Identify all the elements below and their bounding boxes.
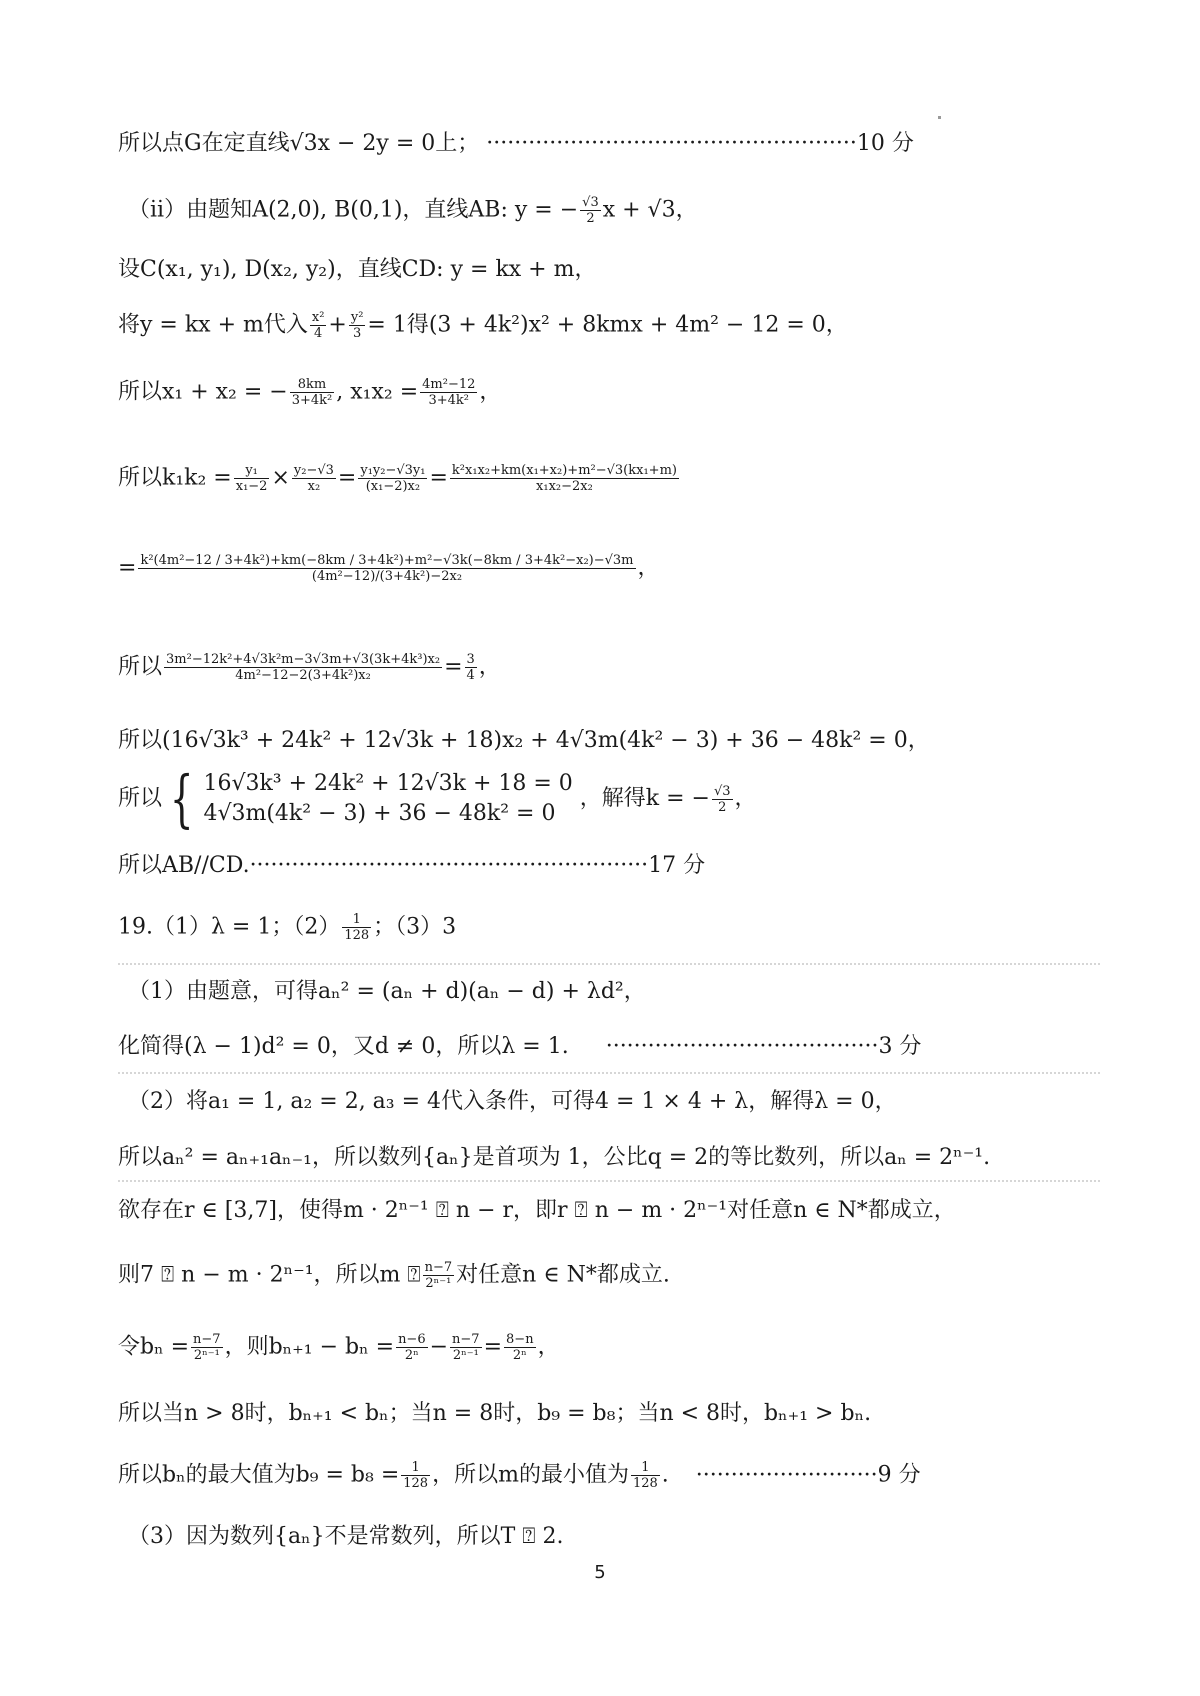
fraction [712, 784, 733, 815]
fraction [450, 463, 679, 494]
numerator: 3m²−12k²+4√3k²m−3√3m+√3(3k+4k³)x₂ [166, 652, 441, 667]
leader-dots: ························································· [249, 853, 649, 878]
equation-system [118, 762, 573, 835]
solution-line-17: 欲存在r ∈ [3,7]，使得m · 2ⁿ⁻¹ ⍰ n − r，即r ⍰ n − m · 2ⁿ⁻¹对任意n ∈ N*都成立， [118, 1198, 956, 1223]
score-marker: 9 分 [877, 1462, 921, 1488]
operator: = [444, 654, 463, 680]
line-text: 所以bₙ的最大值为b₉ = b₈ = [118, 1462, 400, 1488]
operator: = [483, 1334, 503, 1360]
fraction [234, 463, 270, 494]
numerator: 3 [466, 652, 475, 667]
denominator: 2ⁿ⁻¹ [193, 1348, 220, 1363]
numerator: k²x₁x₂+km(x₁+x₂)+m²−√3(kx₁+m) [451, 463, 677, 478]
line-text: 将y = kx + m代入 [118, 312, 308, 338]
line-text: 所以x₁ + x₂ = − [118, 379, 288, 405]
operator: = [429, 465, 448, 491]
denominator: 2ⁿ⁻¹ [452, 1348, 479, 1363]
numerator: n−6 [398, 1332, 426, 1347]
solution-line-21 [118, 1460, 921, 1491]
fraction [465, 652, 477, 683]
page-number: 5 [594, 1562, 606, 1583]
line-text: ，则bₙ₊₁ − bₙ = [224, 1334, 395, 1360]
fraction [310, 310, 327, 341]
denominator: 128 [403, 1476, 429, 1491]
denominator: 2ⁿ [404, 1348, 419, 1363]
fraction [342, 912, 371, 943]
solution-line-15: （2）将a₁ = 1, a₂ = 2, a₃ = 4代入条件，可得4 = 1 × 4 + λ，解得λ = 0， [128, 1089, 897, 1114]
fraction [504, 1332, 536, 1363]
system-rows [203, 769, 572, 829]
score-marker: 10 分 [856, 131, 914, 156]
fraction [580, 195, 601, 226]
punctuation: ， [637, 555, 660, 581]
fraction [349, 310, 366, 341]
line-text: （ii）由题知A(2,0), B(0,1)，直线AB: y = − [128, 197, 579, 223]
line-text: ，所以m的最小值为 [432, 1462, 629, 1488]
solution-line-20: 所以当n > 8时，bₙ₊₁ < bₙ；当n = 8时，b₉ = b₈；当n < 8时，bₙ₊₁ > bₙ. [118, 1401, 872, 1426]
numerator: k²(4m²−12 / 3+4k²)+km(−8km / 3+4k²)+m²−√3k(−8km / 3+4k²−x₂)−√3m [140, 553, 634, 568]
line-text: 所以k₁k₂ = [118, 465, 232, 491]
fraction [191, 1332, 223, 1363]
line-text: 化简得(λ − 1)d² = 0，又d ≠ 0，所以λ = 1. [118, 1034, 569, 1059]
leader-dots: ······································· [605, 1034, 879, 1059]
numerator: y₁ [234, 463, 270, 479]
numerator: 8km [290, 377, 335, 393]
line-text: 令bₙ = [118, 1334, 190, 1360]
left-brace: { [169, 762, 194, 835]
denominator: 2 [718, 799, 727, 815]
leader-dots: ·························· [695, 1462, 878, 1488]
numerator: √3 [582, 195, 599, 210]
solution-line-19 [118, 1332, 560, 1363]
numerator: 4m²−12 [422, 377, 476, 392]
line-text: 对任意n ∈ N*都成立. [456, 1262, 670, 1288]
answer-summary-19 [118, 912, 456, 943]
solution-line-1 [118, 130, 914, 158]
denominator: x₁x₂−2x₂ [536, 479, 593, 494]
numerator: n−7 [424, 1260, 453, 1275]
numerator: 1 [631, 1460, 660, 1476]
denominator: 128 [344, 928, 370, 943]
fraction [631, 1460, 660, 1491]
system-row-2: 4√3m(4k² − 3) + 36 − 48k² = 0 [203, 801, 556, 826]
solution-line-16: 所以aₙ² = aₙ₊₁aₙ₋₁，所以数列{aₙ}是首项为 1，公比q = 2的等比数列，所以aₙ = 2ⁿ⁻¹. [118, 1145, 991, 1170]
system-row-1: 16√3k³ + 24k² + 12√3k + 18 = 0 [203, 771, 573, 796]
solution-line-4 [118, 310, 848, 341]
solution-line-11 [118, 852, 705, 880]
fraction [420, 377, 477, 408]
numerator: 1 [401, 1460, 430, 1476]
scan-speck [938, 116, 941, 119]
numerator: n−7 [452, 1332, 480, 1347]
leader-dots: ····················································· [486, 131, 857, 156]
solution-line-2 [128, 195, 698, 226]
score-marker: 3 分 [878, 1034, 922, 1059]
denominator: 2ⁿ⁻¹ [425, 1276, 452, 1291]
denominator: (4m²−12)/(3+4k²)−2x₂ [311, 569, 463, 584]
solution-line-9: 所以(16√3k³ + 24k² + 12√3k + 18)x₂ + 4√3m(4k² − 3) + 36 − 48k² = 0， [118, 728, 930, 753]
numerator: 8−n [506, 1332, 534, 1347]
solution-line-8 [118, 652, 501, 683]
fraction [358, 463, 427, 494]
line-text: 所以AB//CD. [118, 853, 250, 878]
punctuation: ， [478, 654, 501, 680]
line-text: ，解得k = − [579, 786, 710, 811]
fraction [292, 463, 336, 494]
fraction [138, 553, 635, 584]
denominator: 3+4k² [428, 393, 470, 408]
solution-line-6 [118, 463, 681, 494]
solution-line-7 [118, 553, 660, 584]
operator: + [328, 312, 347, 338]
fraction [290, 377, 335, 408]
numerator: y² [350, 310, 364, 325]
denominator: 2ⁿ [512, 1348, 527, 1363]
fraction [450, 1332, 482, 1363]
solution-line-10 [118, 762, 757, 835]
score-marker: 17 分 [648, 853, 706, 878]
line-text: 所以 [118, 786, 163, 811]
operator: × [271, 465, 290, 491]
denominator: x₂ [307, 479, 321, 494]
numerator: y₁y₂−√3y₁ [360, 463, 426, 478]
denominator: (x₁−2)x₂ [365, 479, 421, 494]
solution-line-3: 设C(x₁, y₁), D(x₂, y₂)，直线CD: y = kx + m， [118, 257, 597, 282]
line-text: 所以 [118, 654, 163, 680]
dotted-separator [118, 1072, 1100, 1074]
solution-line-22: （3）因为数列{aₙ}不是常数列，所以T ⍰ 2. [128, 1524, 564, 1549]
denominator: 128 [632, 1476, 658, 1491]
denominator: 3 [353, 326, 362, 341]
solution-line-18 [118, 1260, 670, 1291]
line-text: x + √3， [602, 197, 698, 223]
fraction [401, 1460, 430, 1491]
line-text: = 1得(3 + 4k²)x² + 8kmx + 4m² − 12 = 0， [367, 312, 848, 338]
denominator: 3+4k² [291, 393, 333, 408]
numerator: 1 [342, 912, 371, 928]
dotted-separator [118, 963, 1100, 965]
operator: = [118, 555, 137, 581]
denominator: 4 [466, 668, 475, 683]
dotted-separator [118, 1180, 1100, 1182]
denominator: 2 [586, 211, 595, 226]
punctuation: . [661, 1462, 669, 1488]
operator: = [337, 465, 357, 491]
solution-line-5 [118, 377, 501, 408]
solution-line-14 [118, 1033, 921, 1061]
punctuation: ， [734, 786, 757, 811]
denominator: x₁−2 [235, 479, 268, 494]
denominator: 4m²−12−2(3+4k²)x₂ [235, 668, 371, 683]
line-text: ；（3）3 [373, 914, 457, 940]
line-text: 19.（1）λ = 1；（2） [118, 914, 341, 940]
numerator: n−7 [193, 1332, 221, 1347]
denominator: 4 [314, 326, 323, 341]
numerator: x² [311, 310, 325, 325]
punctuation: ， [537, 1334, 560, 1360]
fraction [396, 1332, 428, 1363]
line-text: 所以点G在定直线√3x − 2y = 0上； [118, 131, 480, 156]
punctuation: ， [479, 379, 502, 405]
line-text: , x₁x₂ = [336, 379, 419, 405]
numerator: √3 [713, 783, 731, 799]
line-text: 则7 ⍰ n − m · 2ⁿ⁻¹，所以m ⍰ [118, 1262, 421, 1288]
numerator: y₂−√3 [293, 463, 334, 478]
operator: − [429, 1334, 449, 1360]
solution-line-13: （1）由题意，可得aₙ² = (aₙ + d)(aₙ − d) + λd²， [128, 979, 646, 1004]
fraction [164, 652, 442, 683]
fraction [423, 1260, 455, 1291]
